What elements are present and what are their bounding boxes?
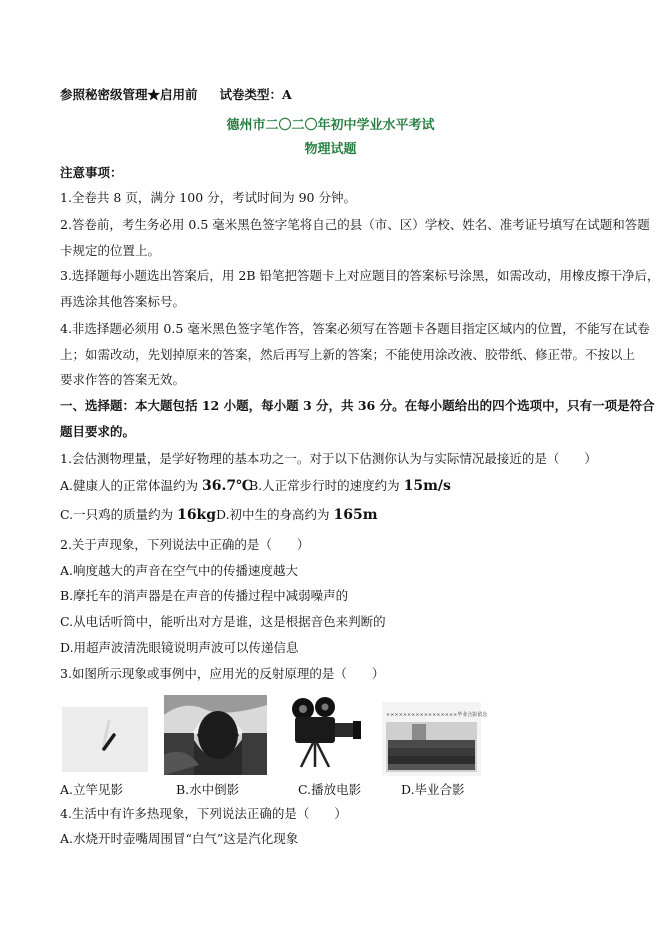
q1-option-b-text: B.人正常步行时的速度约为 <box>249 478 404 493</box>
notice-line: 3.选择题每小题选出答案后，用 2B 铅笔把答题卡上对应题目的答案标号涂黑，如需改动，用橡皮擦干净后， <box>60 268 660 283</box>
q3-caption-b: B.水中倒影 <box>176 782 240 797</box>
section-heading: 一、选择题：本大题包括 12 小题，每小题 3 分，共 36 分。在每小题给出的四个选项中，只有一项是符合 <box>60 398 655 413</box>
q1-option-a-text: A.健康人的正常体温约为 <box>60 478 202 493</box>
notice-line: 要求作答的答案无效。 <box>60 372 186 387</box>
notice-line: 上；如需改动，先划掉原来的答案，然后再写上新的答案；不能使用涂改液、胶带纸、修正带。不按以上 <box>60 347 636 362</box>
notice-line: 再选涂其他答案标号。 <box>60 294 186 309</box>
q3-caption-d: D.毕业合影 <box>401 782 465 797</box>
q1-option-c <box>60 505 216 523</box>
q1-option-b-value: 15m/s <box>403 478 451 494</box>
q2-option-c: C.从电话听筒中，能听出对方是谁，这是根据音色来判断的 <box>60 614 386 629</box>
notice-line: 2.答卷前，考生务必用 0.5 毫米黑色签字笔将自己的县（市、区）学校、姓名、准考证号填写在试题和答题 <box>60 217 650 232</box>
q2-option-b: B.摩托车的消声器是在声音的传播过程中减弱噪声的 <box>60 588 349 603</box>
notice-line: 4.非选择题必须用 0.5 毫米黑色签字笔作答，答案必须写在答题卡各题目指定区域内的位置，不能写在试卷 <box>60 321 650 336</box>
q2-option-d: D.用超声波清洗眼镜说明声波可以传递信息 <box>60 640 299 655</box>
q1-option-a-value: 36.7℃ <box>201 478 253 494</box>
shadow-photo <box>62 707 148 772</box>
question-3-stem: 3.如图所示现象或事例中，应用光的反射原理的是（ ） <box>60 666 385 681</box>
question-2-stem: 2.关于声现象，下列说法中正确的是（ ） <box>60 537 310 552</box>
notice-line: 卡规定的位置上。 <box>60 243 161 258</box>
q2-option-a: A.响度越大的声音在空气中的传播速度越大 <box>60 563 299 578</box>
film-projector-photo <box>283 695 363 769</box>
paper-type: 试卷类型：A <box>219 87 292 102</box>
q1-option-d-value: 165m <box>333 507 378 523</box>
secret-label: 参照秘密级管理★启用前 <box>60 87 198 102</box>
water-reflection-photo <box>164 695 267 775</box>
q1-option-b <box>249 476 451 494</box>
q4-option-a: A.水烧开时壶嘴周围冒“白气”这是汽化现象 <box>60 831 299 846</box>
graduation-photo <box>382 702 488 776</box>
q1-option-a <box>60 476 253 494</box>
question-4-stem: 4.生活中有许多热现象，下列说法正确的是（ ） <box>60 806 347 821</box>
notice-heading: 注意事项： <box>60 165 123 180</box>
graduation-banner: ×××××××××××××××××毕业合影留念 <box>386 712 488 718</box>
exam-subtitle: 物理试题 <box>304 142 357 157</box>
q3-caption-c: C.播放电影 <box>298 782 362 797</box>
exam-title: 德州市二〇二〇年初中学业水平考试 <box>226 118 435 133</box>
header-line <box>60 87 292 103</box>
q3-caption-a: A.立竿见影 <box>60 782 124 797</box>
q1-option-d-text: D.初中生的身高约为 <box>216 507 334 522</box>
question-1-stem: 1.会估测物理量，是学好物理的基本功之一。对于以下估测你认为与实际情况最接近的是（ ） <box>60 451 597 466</box>
q1-option-d <box>216 505 378 523</box>
q1-option-c-value: 16kg <box>177 507 217 523</box>
notice-line: 1.全卷共 8 页，满分 100 分，考试时间为 90 分钟。 <box>60 190 356 205</box>
q1-option-c-text: C.一只鸡的质量约为 <box>60 507 178 522</box>
section-heading-cont: 题目要求的。 <box>60 424 136 439</box>
